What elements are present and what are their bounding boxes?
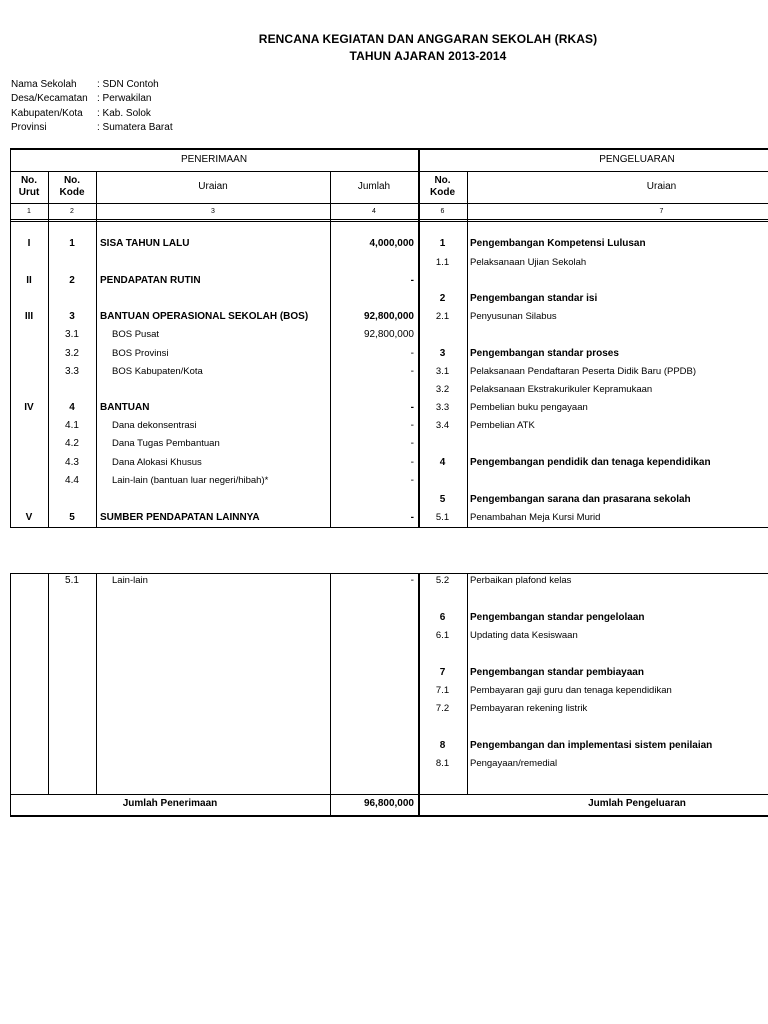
row-uraian: SISA TAHUN LALU <box>100 238 190 249</box>
total-penerimaan-value: 96,800,000 <box>363 798 414 809</box>
row-jumlah: - <box>410 457 414 468</box>
row-no-kode: 3.3 <box>435 402 450 413</box>
row-uraian: Pelaksanaan Pendaftaran Peserta Didik Baru (PPDB) <box>470 366 697 377</box>
row-no-kode: 4.4 <box>65 475 79 486</box>
row-uraian: BOS Pusat <box>112 329 159 340</box>
info-value: : Kab. Solok <box>97 107 151 119</box>
col-header-no-urut: Urut <box>18 187 40 198</box>
row-no-kode: 5.2 <box>435 575 450 586</box>
info-label: Provinsi <box>11 121 47 133</box>
section-header-pengeluaran: PENGELUARAN <box>599 154 675 165</box>
info-value: : Perwakilan <box>97 93 152 105</box>
table-bottom-border <box>10 815 768 817</box>
document-title: RENCANA KEGIATAN DAN ANGGARAN SEKOLAH (RKAS) <box>258 32 598 46</box>
row-uraian: BANTUAN OPERASIONAL SEKOLAH (BOS) <box>100 311 309 322</box>
col-number: 6 <box>440 208 445 215</box>
col-number: 2 <box>70 208 74 215</box>
row-jumlah: - <box>410 366 414 377</box>
info-value: : SDN Contoh <box>97 79 159 90</box>
row-uraian: Pengembangan sarana dan prasarana sekolah <box>470 494 691 505</box>
row-uraian: Lain-lain <box>112 575 148 586</box>
row-no-kode: 4.2 <box>65 438 79 449</box>
row-no-urut: II <box>26 275 32 286</box>
row-no-kode: 5.1 <box>65 575 79 586</box>
row-jumlah: 4,000,000 <box>369 238 414 249</box>
row-uraian: Pengembangan Kompetensi Lulusan <box>470 238 646 249</box>
document-subtitle: TAHUN AJARAN 2013-2014 <box>349 49 507 63</box>
row-no-kode: 1 <box>69 238 75 249</box>
row-uraian: Lain-lain (bantuan luar negeri/hibah)* <box>112 475 269 486</box>
row-uraian: Pembayaran rekening listrik <box>470 703 588 714</box>
row-uraian: SUMBER PENDAPATAN LAINNYA <box>100 512 260 523</box>
row-no-kode: 3 <box>439 348 446 359</box>
row-no-kode: 5 <box>69 512 75 523</box>
row-no-urut: V <box>25 512 33 523</box>
row-no-kode: 5 <box>439 494 446 505</box>
row-no-kode: 3.1 <box>65 329 79 340</box>
row-jumlah: - <box>410 575 414 586</box>
row-no-kode: 4 <box>69 402 75 413</box>
row-uraian: BANTUAN <box>100 402 150 413</box>
info-value: : Sumatera Barat <box>97 121 173 133</box>
row-uraian: Pengembangan standar isi <box>470 293 598 304</box>
row-no-kode: 8 <box>439 740 446 751</box>
header-rule <box>10 221 768 222</box>
row-uraian: Penambahan Meja Kursi Murid <box>470 512 601 523</box>
row-uraian: Perbaikan plafond kelas <box>470 575 572 586</box>
row-no-kode: 7.1 <box>435 685 450 696</box>
row-no-urut: III <box>24 311 34 322</box>
col-header-no-kode: Kode <box>430 187 455 198</box>
row-uraian: Updating data Kesiswaan <box>470 630 578 641</box>
row-uraian: BOS Provinsi <box>112 348 169 359</box>
row-uraian: Pengembangan dan implementasi sistem penilaian <box>470 740 713 751</box>
col-header-uraian: Uraian <box>646 181 677 192</box>
col-header-no-kode: No. <box>434 175 451 186</box>
header-rule <box>10 219 768 220</box>
row-no-kode: 2.1 <box>435 311 450 322</box>
row-no-kode: 3 <box>69 311 75 322</box>
header-rule <box>10 171 768 172</box>
row-no-kode: 4.1 <box>65 420 79 431</box>
row-jumlah: - <box>410 475 414 486</box>
page-break-gap <box>0 527 768 573</box>
row-no-kode: 6.1 <box>435 630 450 641</box>
row-uraian: BOS Kabupaten/Kota <box>112 366 203 377</box>
row-uraian: Pengembangan pendidik dan tenaga kependidikan <box>470 457 711 468</box>
total-penerimaan-label: Jumlah Penerimaan <box>122 798 218 809</box>
row-uraian: Dana Alokasi Khusus <box>112 457 202 468</box>
row-uraian: Dana Tugas Pembantuan <box>112 438 220 449</box>
row-no-kode: 3.3 <box>65 366 79 377</box>
page-break-rule <box>10 527 768 528</box>
section-header-penerimaan: PENERIMAAN <box>180 154 248 165</box>
row-no-kode: 4 <box>439 457 446 468</box>
total-pengeluaran-label: Jumlah Pengeluaran <box>588 798 686 809</box>
col-number: 7 <box>659 208 664 215</box>
row-uraian: Pelaksanaan Ujian Sekolah <box>470 257 587 268</box>
row-no-kode: 1 <box>439 238 446 249</box>
row-jumlah: - <box>410 512 414 523</box>
row-no-kode: 2 <box>69 275 75 286</box>
row-uraian: PENDAPATAN RUTIN <box>100 275 201 286</box>
col-header-no-kode: Kode <box>59 187 85 198</box>
col-number: 4 <box>372 208 376 215</box>
row-no-kode: 7 <box>439 667 446 678</box>
row-uraian: Pengayaan/remedial <box>470 758 558 769</box>
row-uraian: Dana dekonsentrasi <box>112 420 197 431</box>
row-jumlah: - <box>410 438 414 449</box>
row-uraian: Pembayaran gaji guru dan tenaga kependidikan <box>470 685 672 696</box>
info-label: Nama Sekolah <box>11 79 77 90</box>
row-jumlah: 92,800,000 <box>363 329 414 340</box>
page-break-rule <box>10 573 768 574</box>
row-no-kode: 4.3 <box>65 457 79 468</box>
info-label: Desa/Kecamatan <box>11 93 88 105</box>
row-no-kode: 1.1 <box>435 257 450 268</box>
total-rule <box>10 794 768 795</box>
row-uraian: Pelaksanaan Ekstrakurikuler Kepramukaan <box>470 384 653 395</box>
row-uraian: Pembelian buku pengayaan <box>470 402 588 413</box>
row-no-kode: 3.1 <box>435 366 450 377</box>
row-jumlah: - <box>410 402 414 413</box>
col-number: 3 <box>211 208 215 215</box>
row-uraian: Pengembangan standar pembiayaan <box>470 667 644 678</box>
col-header-no-urut: No. <box>20 175 38 186</box>
row-no-kode: 8.1 <box>435 758 450 769</box>
row-no-urut: IV <box>24 402 34 413</box>
column-rule <box>330 171 331 815</box>
col-header-jumlah: Jumlah <box>357 181 391 192</box>
row-jumlah: - <box>410 348 414 359</box>
row-no-kode: 6 <box>439 612 446 623</box>
row-no-kode: 3.2 <box>65 348 79 359</box>
row-jumlah: 92,800,000 <box>363 311 414 322</box>
row-jumlah: - <box>410 275 414 286</box>
header-rule <box>10 203 768 204</box>
column-rule <box>467 171 468 794</box>
row-no-kode: 3.2 <box>435 384 450 395</box>
row-uraian: Penyusunan Silabus <box>470 311 557 322</box>
row-jumlah: - <box>410 420 414 431</box>
row-uraian: Pengembangan standar pengelolaan <box>470 612 645 623</box>
row-no-kode: 7.2 <box>435 703 450 714</box>
row-no-kode: 2 <box>439 293 446 304</box>
col-header-uraian: Uraian <box>198 181 228 192</box>
row-no-kode: 5.1 <box>435 512 450 523</box>
row-no-kode: 3.4 <box>435 420 450 431</box>
column-rule <box>96 171 97 794</box>
info-label: Kabupaten/Kota <box>11 107 83 119</box>
row-uraian: Pengembangan standar proses <box>470 348 619 359</box>
col-number: 1 <box>27 208 31 215</box>
table-top-border <box>10 149 768 150</box>
row-no-urut: I <box>27 238 31 249</box>
row-uraian: Pembelian ATK <box>470 420 535 431</box>
col-header-no-kode: No. <box>63 175 81 186</box>
